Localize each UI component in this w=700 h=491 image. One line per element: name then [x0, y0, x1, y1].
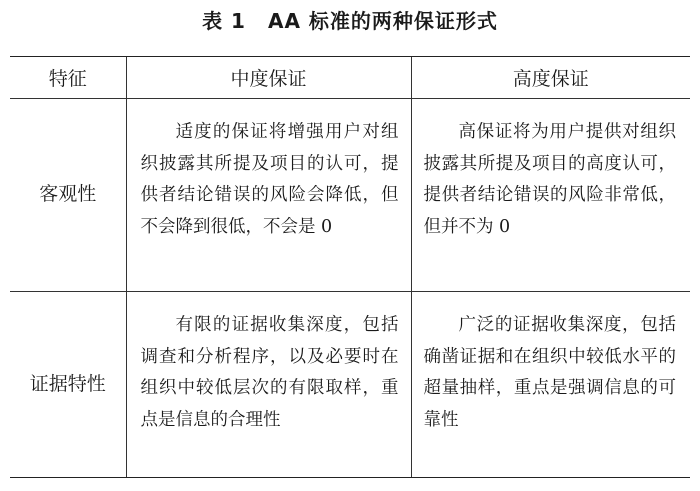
header-feature: 特征	[10, 57, 126, 99]
cell-text: 有限的证据收集深度，包括调查和分析程序，以及必要时在组织中较低层次的有限取样，重点是信息的合理性	[140, 315, 399, 430]
table-row	[10, 99, 690, 292]
cell-objectivity-moderate	[126, 99, 411, 292]
assurance-table	[10, 56, 690, 478]
table-title: AA 标准的两种保证形式	[267, 9, 498, 33]
cell-text: 适度的保证将增强用户对组织披露其所提及项目的认可，提供者结论错误的风险会降低，但不会降到很低，不会是 0	[140, 122, 399, 237]
table-row	[10, 292, 690, 478]
cell-text: 广泛的证据收集深度，包括确凿证据和在组织中较低水平的超量抽样，重点是强调信息的可靠性	[423, 315, 676, 430]
header-moderate-assurance: 中度保证	[126, 57, 411, 99]
row-label-objectivity: 客观性	[10, 99, 126, 292]
cell-evidence-moderate	[126, 292, 411, 478]
table-number: 表 1	[202, 9, 246, 33]
header-high-assurance: 高度保证	[411, 57, 690, 99]
cell-text: 高保证将为用户提供对组织披露其所提及项目的高度认可，提供者结论错误的风险非常低，但并不为 0	[423, 122, 676, 237]
table-caption	[0, 6, 700, 36]
table-header-row	[10, 57, 690, 99]
cell-evidence-high	[411, 292, 690, 478]
cell-objectivity-high	[411, 99, 690, 292]
row-label-evidence: 证据特性	[10, 292, 126, 478]
